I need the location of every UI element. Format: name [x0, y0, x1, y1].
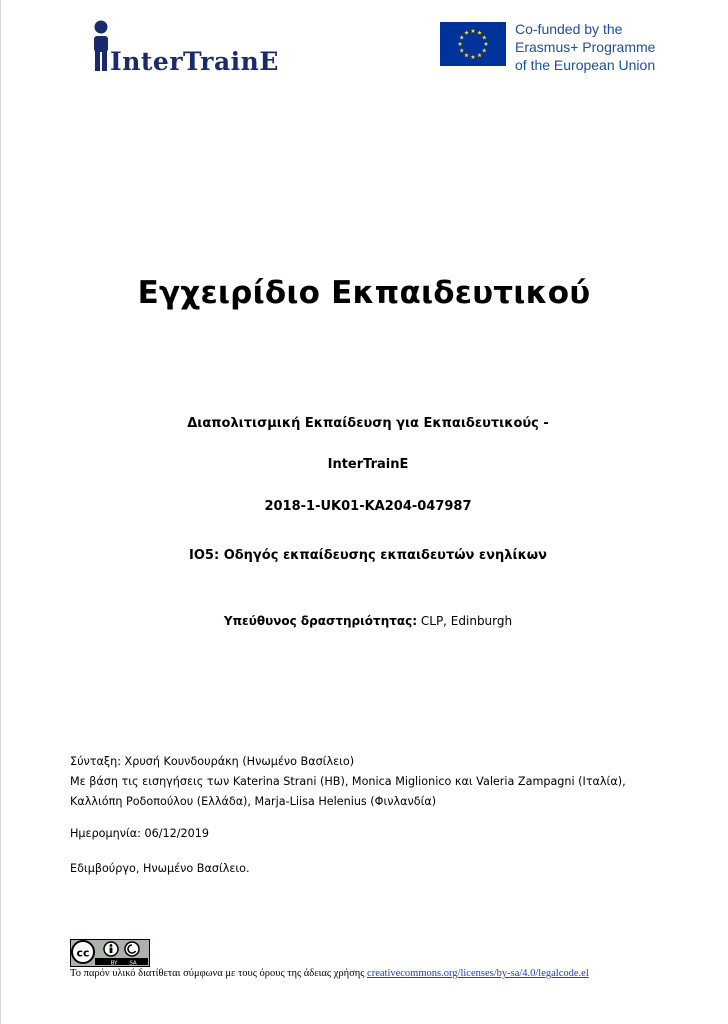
- svg-text:cc: cc: [76, 946, 90, 960]
- coordinator-label: Υπεύθυνος δραστηριότητας:: [223, 614, 418, 628]
- person-icon: [90, 20, 112, 72]
- cc-sa-label: SA: [129, 960, 137, 967]
- credits-block: [70, 752, 710, 812]
- eu-text-line: of the European Union: [515, 57, 656, 73]
- subtitle-line-2: InterTrainE: [327, 457, 409, 472]
- credits-line-1: Σύνταξη: Χρυσή Κουνδουράκη (Ηνωμένο Βασίλειο): [70, 755, 355, 768]
- eu-cofunded-text: [515, 20, 715, 74]
- activity-coordinator: [0, 614, 728, 628]
- subtitle-line-1: Διαπολιτισμική Εκπαίδευση για Εκπαιδευτικούς -: [187, 416, 549, 431]
- logo-text: InterTrainE: [110, 47, 279, 76]
- eu-text-line: Co-funded by the: [515, 21, 623, 37]
- credits-line-3: Καλλιόπη Ροδοπούλου (Ελλάδα), Marja-Liisa Helenius (Φινλανδία): [70, 795, 437, 808]
- credits-line-2: Με βάση τις εισηγήσεις των Katerina Strani (ΗΒ), Monica Miglionico και Valeria Zampagni (Ιταλία),: [70, 775, 626, 788]
- place-line: Εδιμβούργο, Ηνωμένο Βασίλειο.: [70, 862, 250, 875]
- eu-flag-icon: [440, 22, 506, 66]
- coordinator-value: CLP, Edinburgh: [420, 614, 513, 628]
- subtitle-line-4: IO5: Οδηγός εκπαίδευσης εκπαιδευτών ενηλίκων: [189, 548, 547, 563]
- license-text: Το παρόν υλικό διατίθεται σύμφωνα με τους όρους της άδειας χρήσης: [70, 968, 368, 979]
- project-code: 2018-1-UK01-KA204-047987: [264, 499, 472, 514]
- page-title: Εγχειρίδιο Εκπαιδευτικού: [137, 275, 591, 311]
- license-notice: [70, 968, 710, 979]
- cc-by-sa-badge-icon: [70, 939, 150, 967]
- date-line: Ημερομηνία: 06/12/2019: [70, 827, 209, 840]
- license-link[interactable]: creativecommons.org/licenses/by-sa/4.0/legalcode.el: [367, 968, 589, 979]
- eu-text-line: Erasmus+ Programme: [515, 39, 656, 55]
- cc-by-label: BY: [110, 960, 118, 967]
- intertraine-logo: [90, 20, 305, 78]
